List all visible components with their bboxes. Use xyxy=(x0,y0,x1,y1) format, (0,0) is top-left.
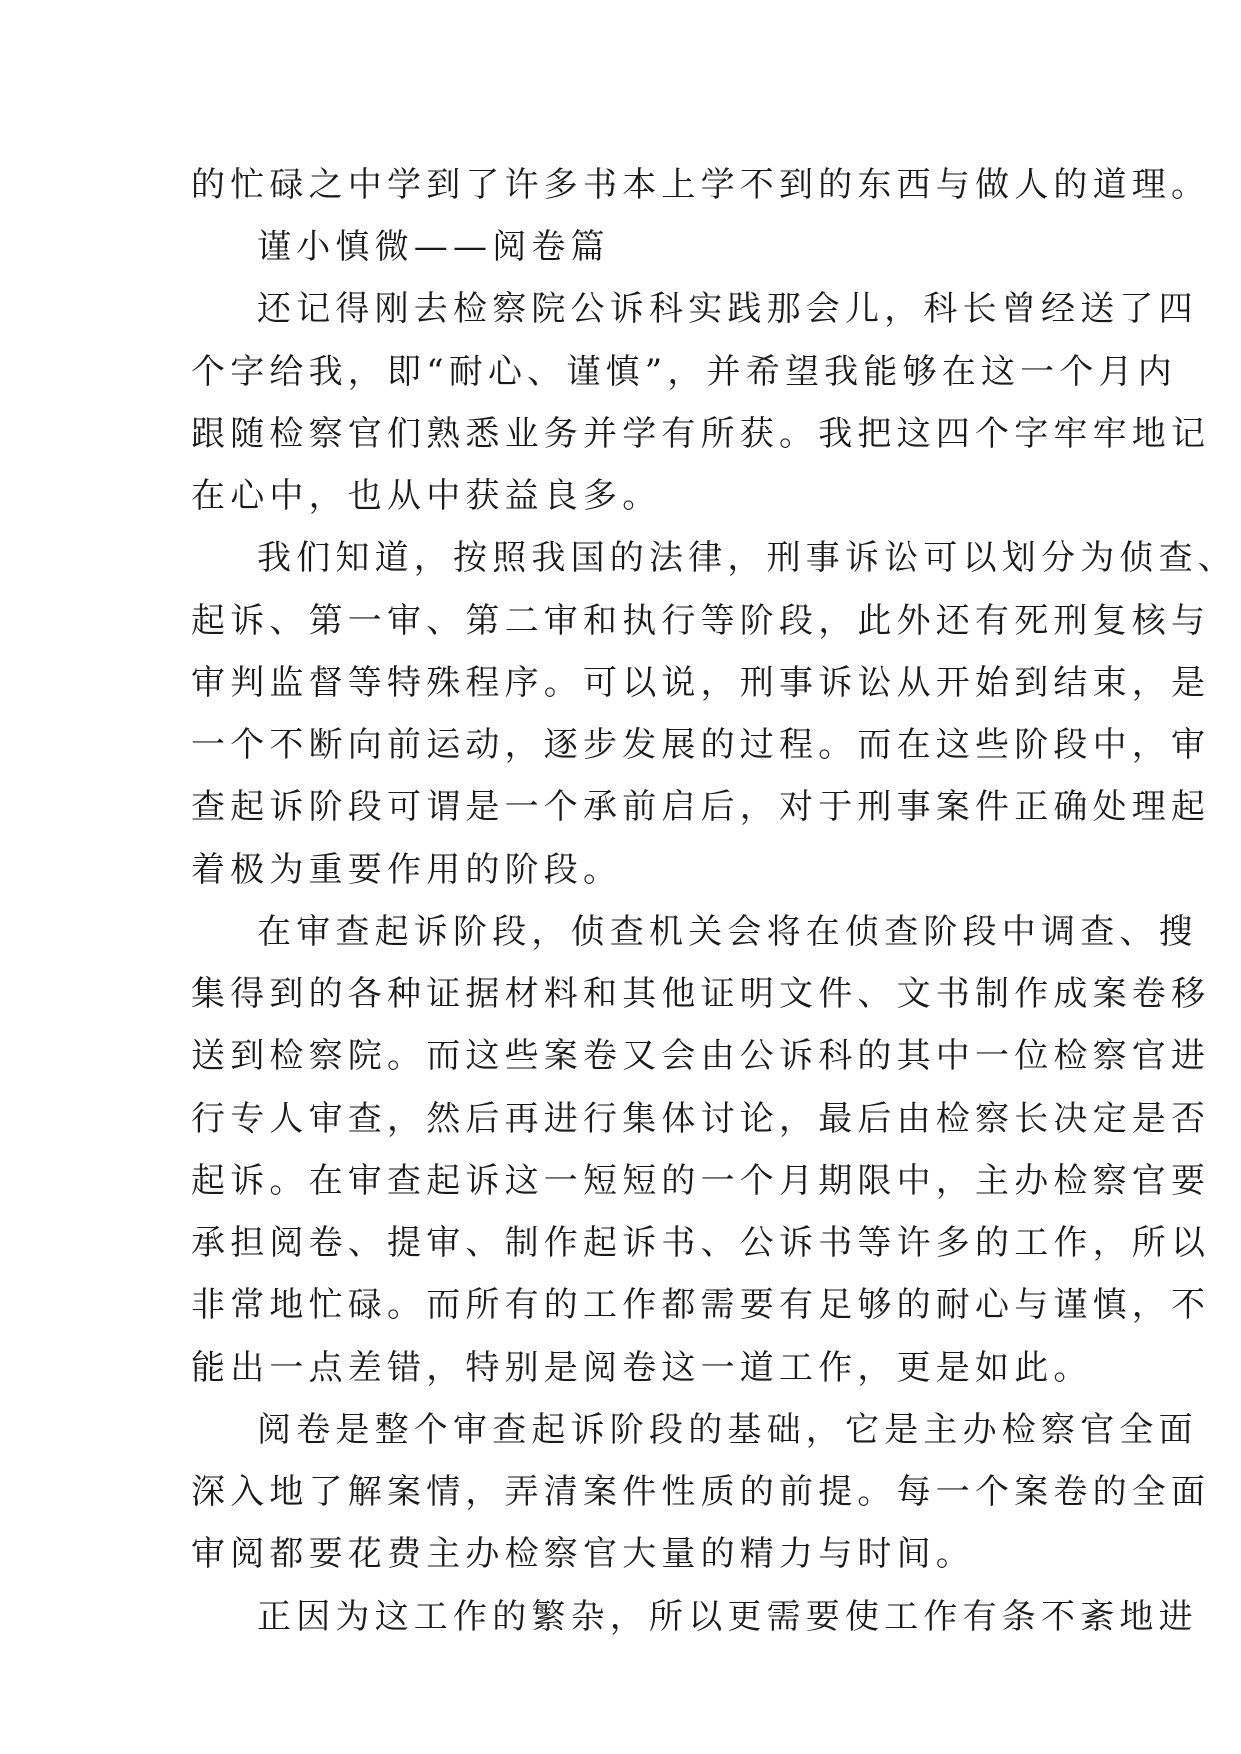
text-line: 起诉。在审查起诉这一短短的一个月期限中，主办检察官要 xyxy=(191,1161,1211,1201)
text-line: 行专人审查，然后再进行集体讨论，最后由检察长决定是否 xyxy=(191,1099,1211,1139)
text-line: 送到检察院。而这些案卷又会由公诉科的其中一位检察官进 xyxy=(191,1036,1211,1076)
section-heading: 谨小慎微——阅卷篇 xyxy=(257,227,610,267)
text-line: 个字给我，即“耐心、谨慎”，并希望我能够在这一个月内 xyxy=(191,352,1177,392)
text-line: 深入地了解案情，弄清案件性质的前提。每一个案卷的全面 xyxy=(191,1472,1211,1512)
text-line: 在审查起诉阶段，侦查机关会将在侦查阶段中调查、搜 xyxy=(257,912,1198,952)
text-line: 承担阅卷、提审、制作起诉书、公诉书等许多的工作，所以 xyxy=(191,1223,1211,1263)
text-line: 着极为重要作用的阶段。 xyxy=(191,850,623,890)
text-line: 查起诉阶段可谓是一个承前启后，对于刑事案件正确处理起 xyxy=(191,787,1211,827)
text-line: 能出一点差错，特别是阅卷这一道工作，更是如此。 xyxy=(191,1348,1093,1388)
text-line: 一个不断向前运动，逐步发展的过程。而在这些阶段中，审 xyxy=(191,725,1211,765)
text-line: 审判监督等特殊程序。可以说，刑事诉讼从开始到结束，是 xyxy=(191,663,1211,703)
text-line: 集得到的各种证据材料和其他证明文件、文书制作成案卷移 xyxy=(191,974,1211,1014)
text-line: 审阅都要花费主办检察官大量的精力与时间。 xyxy=(191,1534,975,1574)
text-line: 我们知道，按照我国的法律，刑事诉讼可以划分为侦查、 xyxy=(257,538,1237,578)
text-line: 跟随检察官们熟悉业务并学有所获。我把这四个字牢牢地记 xyxy=(191,414,1211,454)
text-line: 阅卷是整个审查起诉阶段的基础，它是主办检察官全面 xyxy=(257,1410,1198,1450)
text-line: 起诉、第一审、第二审和执行等阶段，此外还有死刑复核与 xyxy=(191,601,1211,641)
text-line: 还记得刚去检察院公诉科实践那会儿，科长曾经送了四 xyxy=(257,289,1198,329)
text-line: 的忙碌之中学到了许多书本上学不到的东西与做人的道理。 xyxy=(191,165,1211,205)
text-line: 正因为这工作的繁杂，所以更需要使工作有条不紊地进 xyxy=(257,1597,1198,1637)
text-line: 在心中，也从中获益良多。 xyxy=(191,476,662,516)
text-line: 非常地忙碌。而所有的工作都需要有足够的耐心与谨慎，不 xyxy=(191,1285,1211,1325)
